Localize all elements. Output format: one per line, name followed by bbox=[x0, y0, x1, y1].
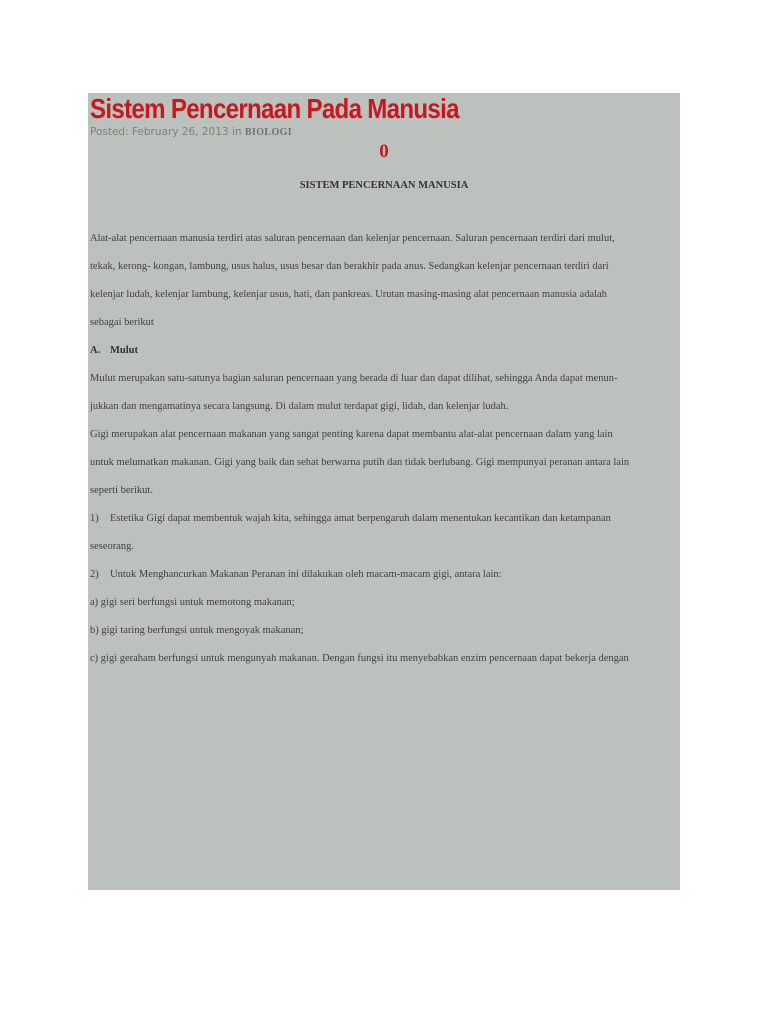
post-meta bbox=[90, 125, 292, 140]
sub-list-item: c) gigi geraham berfungsi untuk mengunyah makanan. Dengan fungsi itu menyebabkan enzim pencernaan dapat bekerja dengan bbox=[90, 653, 629, 664]
paragraph-line: seperti berikut. bbox=[90, 485, 153, 496]
list-number: 2) bbox=[90, 569, 99, 580]
paragraph-line: sebagai berikut bbox=[90, 317, 154, 328]
sub-list-item: a) gigi seri berfungsi untuk memotong makanan; bbox=[90, 597, 295, 608]
paragraph-line: untuk melumatkan makanan. Gigi yang baik dan sehat berwarna putih dan tidak berlubang. Gigi mempunyai peranan antara lain bbox=[90, 457, 630, 468]
article-heading: SISTEM PENCERNAAN MANUSIA bbox=[299, 180, 469, 191]
paragraph-line: tekak, kerong- kongan, lambung, usus halus, usus besar dan berakhir pada anus. Sedangkan kelenjar pencernaan terdiri dari bbox=[90, 261, 609, 272]
list-item bbox=[90, 568, 678, 596]
comment-count[interactable]: 0 bbox=[379, 141, 389, 162]
paragraph-line: jukkan dan mengamatinya secara langsung. Di dalam mulut terdapat gigi, lidah, dan kelenjar ludah. bbox=[90, 401, 509, 412]
paragraph-line: Mulut merupakan satu-satunya bagian saluran pencernaan yang berada di luar dan dapat dilihat, sehingga Anda dapat menun- bbox=[90, 373, 618, 384]
article-body bbox=[90, 232, 678, 680]
list-number: 1) bbox=[90, 513, 99, 524]
list-text: Untuk Menghancurkan Makanan Peranan ini dilakukan oleh macam-macam gigi, antara lain: bbox=[110, 569, 502, 580]
sub-list-item: b) gigi taring berfungsi untuk mengoyak makanan; bbox=[90, 625, 304, 636]
category-link[interactable]: BIOLOGI bbox=[244, 127, 293, 138]
article-panel bbox=[88, 93, 680, 890]
paragraph-line: seseorang. bbox=[90, 541, 135, 552]
post-date: Posted: February 26, 2013 in bbox=[90, 126, 245, 138]
paragraph-line: Gigi merupakan alat pencernaan makanan yang sangat penting karena dapat membantu alat-alat pencernaan dalam yang lain bbox=[90, 429, 613, 440]
section-title: Mulut bbox=[110, 345, 139, 356]
section-heading-mulut bbox=[90, 344, 678, 372]
paragraph-line: Alat-alat pencernaan manusia terdiri atas saluran pencernaan dan kelenjar pencernaan. Saluran pencernaan terdiri dari mulut, bbox=[90, 233, 615, 244]
article-title[interactable]: Sistem Pencernaan Pada Manusia bbox=[90, 93, 459, 124]
list-item bbox=[90, 512, 678, 540]
list-text: Estetika Gigi dapat membentuk wajah kita, sehingga amat berpengaruh dalam menentukan kecantikan dan ketampanan bbox=[110, 513, 611, 524]
paragraph-line: kelenjar ludah, kelenjar lambung, kelenjar usus, hati, dan pankreas. Urutan masing-masing alat pencernaan manusia adalah bbox=[90, 289, 607, 300]
section-letter: A. bbox=[90, 345, 101, 356]
